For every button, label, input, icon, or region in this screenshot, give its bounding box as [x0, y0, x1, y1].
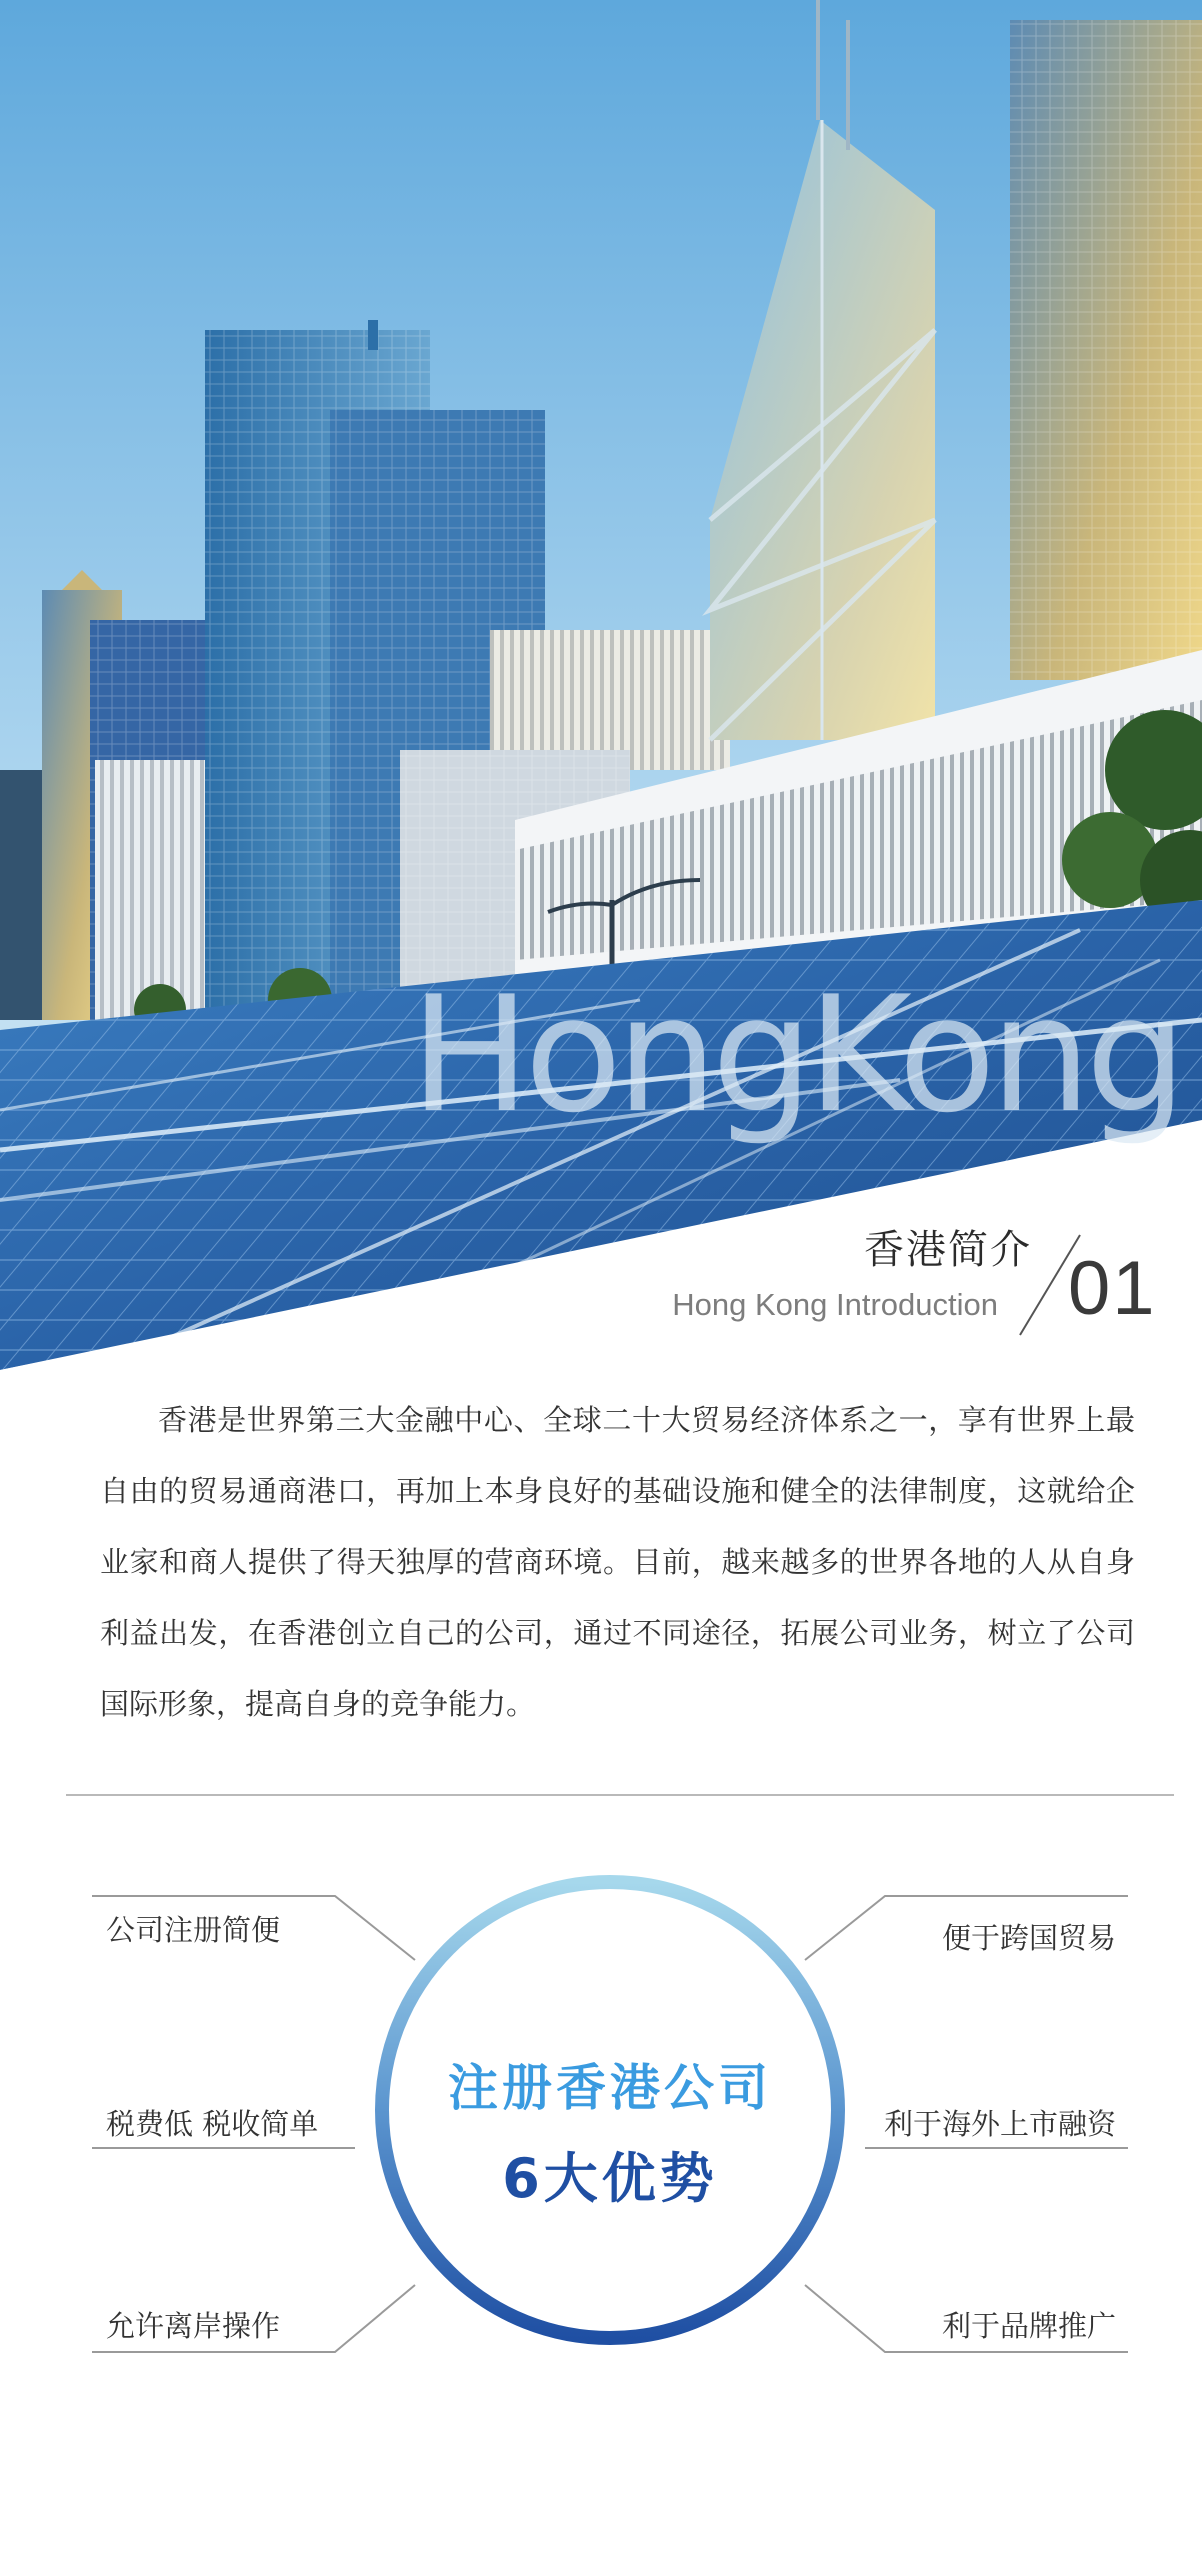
advantage-right-3: 利于品牌推广 — [941, 2309, 1116, 2343]
advantage-left-1: 公司注册简便 — [106, 1913, 281, 1947]
section-subtitle: Hong Kong Introduction — [672, 1287, 998, 1322]
advantage-left-2: 税费低 税收简单 — [106, 2107, 319, 2141]
advantage-left-3: 允许离岸操作 — [106, 2309, 281, 2343]
section-divider — [66, 1794, 1174, 1796]
section-number: 01 — [1068, 1246, 1157, 1331]
advantage-right-1: 便于跨国贸易 — [941, 1921, 1116, 1955]
circle-title: 注册香港公司 — [448, 2059, 772, 2117]
circle-subtitle: 6大优势 — [502, 2147, 718, 2210]
hongkong-watermark: HongKong — [410, 961, 1181, 1148]
advantage-right-2: 利于海外上市融资 — [883, 2107, 1116, 2141]
intro-paragraph: 香港是世界第三大金融中心、全球二十大贸易经济体系之一，享有世界上最自由的贸易通商港口，再加上本身良好的基础设施和健全的法律制度，这就给企业家和商人提供了得天独厚的营商环境。目前，越来越多的世界各地的人从自身利益出发，在香港创立自己的公司，通过不同途径，拓展公司业务，树立了公司国际形象，提高自身的竞争能力。 — [100, 1403, 1135, 1721]
section-title: 香港简介 — [864, 1227, 1032, 1273]
